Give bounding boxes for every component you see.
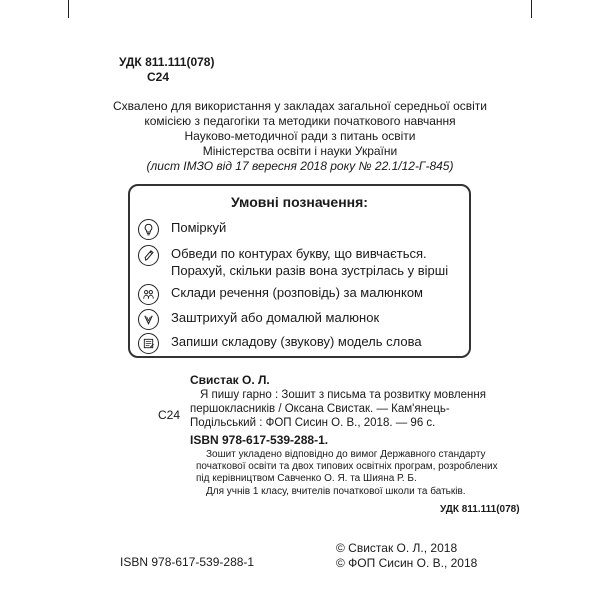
- bibliographic-description: Я пишу гарно : Зошит з письма та розвитку мовлення першокласників / Оксана Свистак. — Кам'янець-Подільський : ФОП Сисин О. В., 2018. — 96 с.: [190, 389, 486, 429]
- lightbulb-icon: [138, 219, 159, 240]
- shading-icon: [138, 309, 159, 330]
- legend-item-compose: [138, 284, 423, 305]
- catalog-isbn: ISBN 978-617-539-288-1.: [190, 433, 329, 447]
- notebook-icon: [138, 333, 159, 354]
- legend-item-label: Заштрихуй або домалюй малюнок: [171, 310, 380, 325]
- legend-item-line: Обведи по контурах букву, що вивчається.: [171, 246, 427, 261]
- copyright-block: [336, 541, 477, 571]
- legend-item-label: [171, 245, 448, 279]
- approval-line: Науково-методичної ради з питань освіти: [184, 129, 416, 143]
- people-icon: [138, 284, 159, 305]
- legend-item-think: [138, 219, 226, 240]
- legend-item-label: Склади речення (розповідь) за малюнком: [171, 285, 423, 300]
- copyright-publisher: © ФОП Сисин О. В., 2018: [336, 556, 478, 570]
- legend-title: Умовні позначення:: [231, 194, 368, 210]
- legend-item-label: Поміркуй: [171, 220, 227, 235]
- footer-isbn: ISBN 978-617-539-288-1: [120, 555, 255, 569]
- catalog-code-side: С24: [158, 408, 181, 422]
- catalog-udk: УДК 811.111(078): [440, 504, 520, 515]
- approval-line: Міністерства освіти і науки України: [202, 144, 398, 158]
- legend-item-shade: [138, 309, 379, 330]
- catalog-author: Свистак О. Л.: [190, 373, 270, 387]
- approval-block: [100, 99, 500, 174]
- udk-header: [119, 55, 214, 85]
- legend-item-label: Запиши складову (звукову) модель слова: [171, 334, 422, 349]
- udk-code: УДК 811.111(078): [119, 55, 215, 69]
- legend-item-trace: [138, 245, 448, 279]
- catalog-annotation: Зошит укладено відповідно до вимог Державного стандарту початкової освіти та двох типових освітніх програм, розроблених під керівництвом Савченко О. Я. та Шияна Р. Б.: [196, 449, 498, 484]
- catalog-code: С24: [147, 70, 170, 84]
- approval-line: Схвалено для використання у закладах загальної середньої освіти: [112, 99, 488, 113]
- copyright-author: © Свистак О. Л., 2018: [336, 541, 458, 555]
- pencil-icon: [138, 245, 159, 266]
- legend-box: [128, 184, 471, 358]
- approval-note: (лист ІМЗО від 17 вересня 2018 року № 22.1/12-Г-845): [146, 159, 454, 173]
- catalog-audience: Для учнів 1 класу, вчителів початкової школи та батьків.: [206, 486, 466, 497]
- approval-line: комісією з педагогіки та методики початкового навчання: [144, 114, 456, 128]
- fold-mark-right: [531, 0, 532, 18]
- legend-item-line: Порахуй, скільки разів вона зустрілась у вірші: [171, 263, 449, 278]
- fold-mark-left: [68, 0, 69, 18]
- legend-item-model: [138, 333, 422, 354]
